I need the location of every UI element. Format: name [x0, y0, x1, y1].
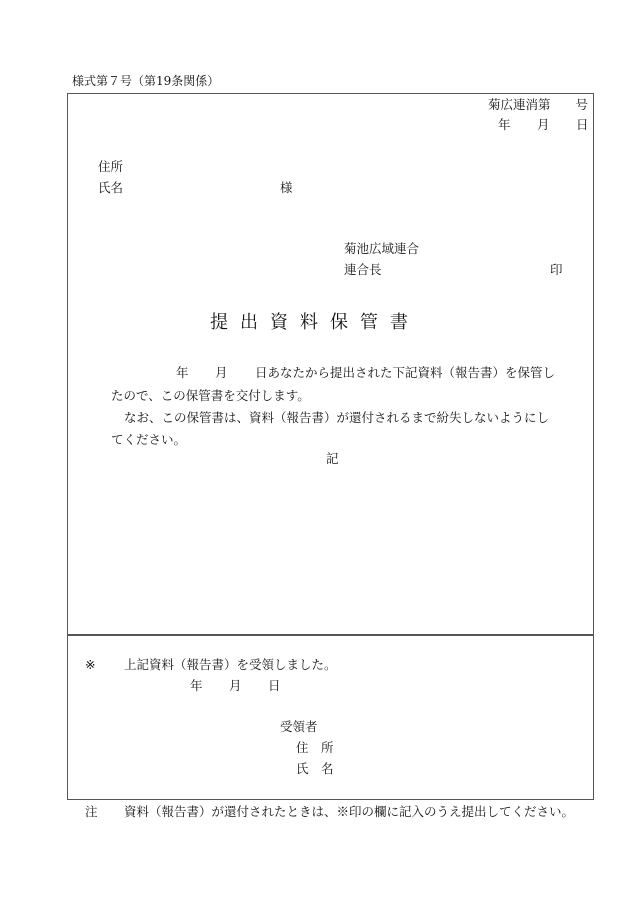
recipient-address-label: 住所: [98, 159, 124, 174]
body-year: 年: [176, 365, 189, 380]
issue-date-year: 年: [498, 117, 511, 132]
receiver-label: 受領者: [280, 719, 318, 734]
receipt-month: 月: [229, 678, 242, 693]
receipt-statement: 上記資料（報告書）を受領しました。: [124, 657, 337, 672]
issue-date-day: 日: [576, 117, 589, 132]
body-line2: たので、この保管書を交付します。: [111, 388, 310, 403]
honorific-sama: 様: [280, 180, 293, 195]
recipient-name-label: 氏名: [98, 180, 124, 195]
form-number-label: 様式第７号（第19条関係）: [72, 74, 220, 88]
body-month: 月: [215, 365, 228, 380]
receipt-mark: ※: [85, 657, 96, 672]
receiver-address-label: 住 所: [296, 740, 334, 755]
receiver-name-label: 氏 名: [296, 761, 334, 776]
document-title: 提出資料保管書: [210, 312, 420, 333]
issue-date-month: 月: [537, 117, 550, 132]
sender-title: 連合長: [344, 262, 382, 277]
note-label: 注: [85, 804, 98, 819]
receipt-day: 日: [268, 678, 281, 693]
receipt-year: 年: [190, 678, 203, 693]
note-text: 資料（報告書）が還付されたときは、※印の欄に記入のうえ提出してください。: [124, 804, 575, 819]
ki-mark: 記: [326, 451, 339, 466]
body-line1: 日あなたから提出された下記資料（報告書）を保管し: [255, 365, 556, 380]
seal-mark: 印: [550, 262, 563, 277]
sender-organization: 菊池広域連合: [344, 241, 420, 256]
reference-number: 菊広連消第 号: [488, 97, 589, 112]
body-line3: なお、この保管書は、資料（報告書）が還付されるまで紛失しないようにし: [124, 410, 550, 425]
body-line4: てください。: [111, 432, 187, 447]
